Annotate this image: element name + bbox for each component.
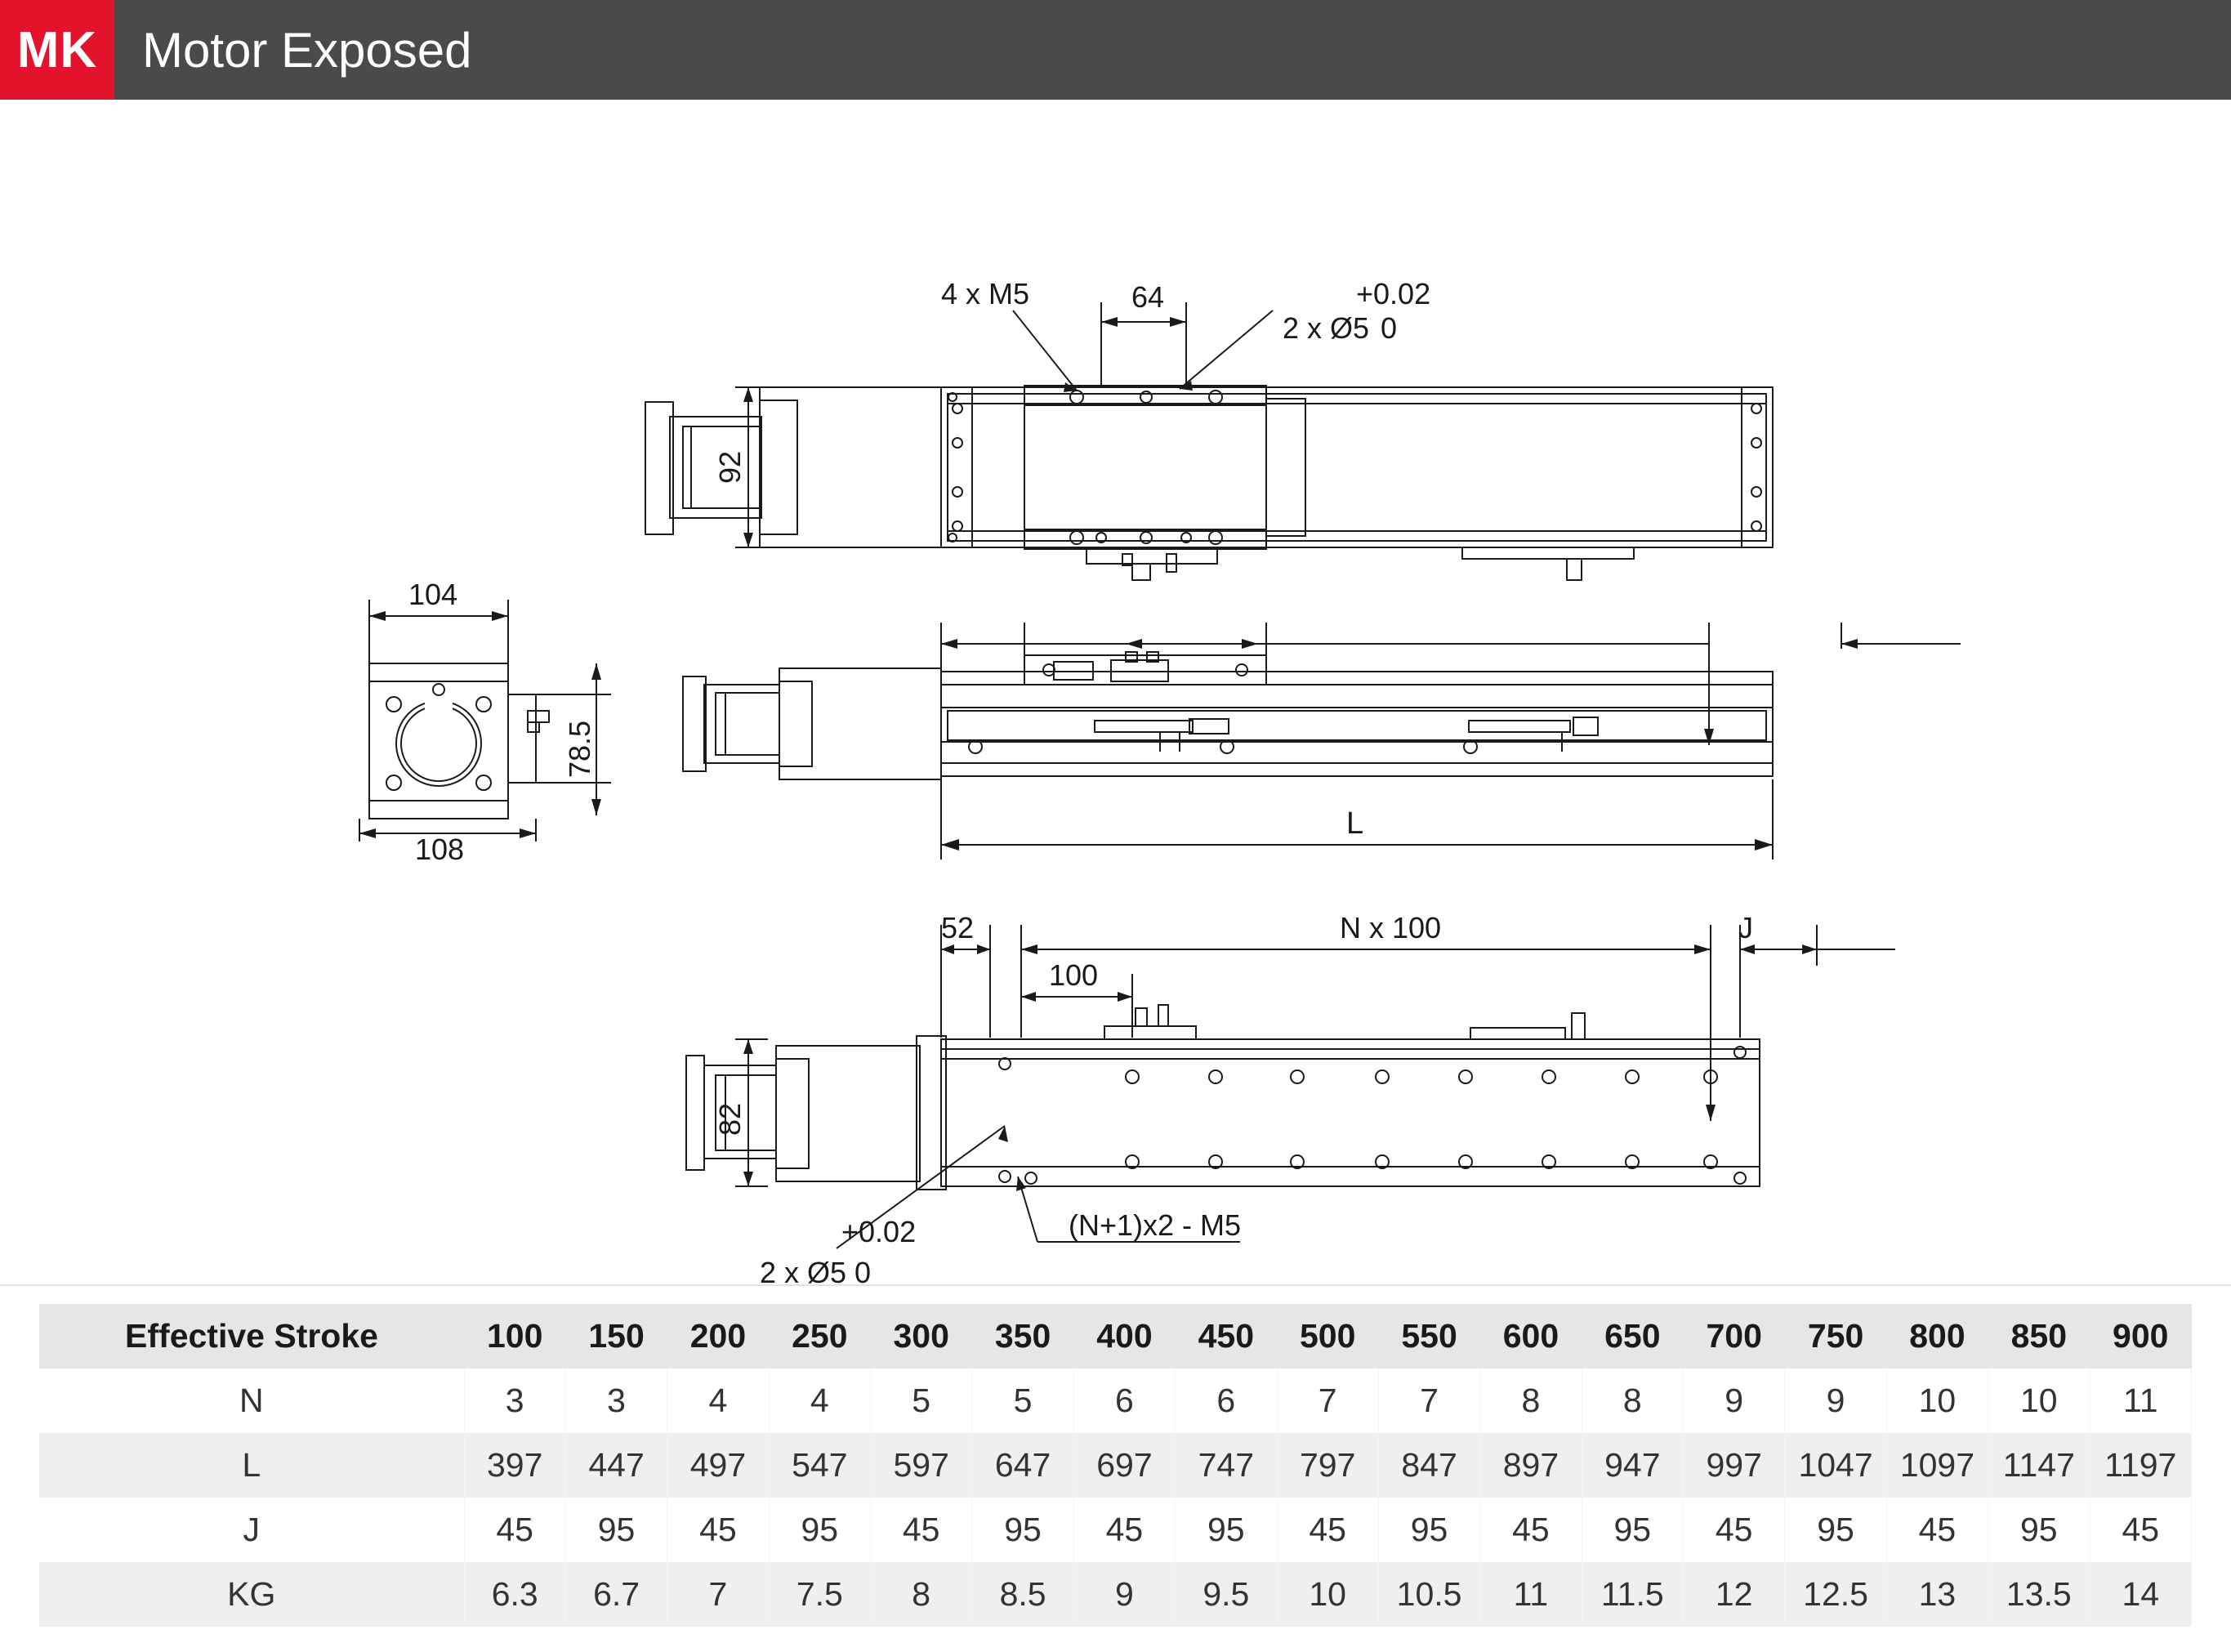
- cell-kg-8: 10: [1277, 1562, 1378, 1627]
- row-label-l: L: [39, 1433, 464, 1498]
- header-stroke-400: 400: [1073, 1304, 1175, 1368]
- bottom-view: [686, 911, 1895, 1284]
- cell-kg-10: 11: [1480, 1562, 1582, 1627]
- label-2xd5-bottom: 2 x Ø5: [760, 1256, 847, 1284]
- header-stroke-150: 150: [565, 1304, 667, 1368]
- cell-l-8: 797: [1277, 1433, 1378, 1498]
- cell-kg-15: 13.5: [1988, 1562, 2090, 1627]
- cell-j-12: 45: [1684, 1498, 1785, 1562]
- row-label-j: J: [39, 1498, 464, 1562]
- label-2xd5-top: 2 x Ø5: [1283, 311, 1370, 345]
- dim-104-label: 104: [408, 578, 458, 611]
- cell-n-4: 5: [871, 1368, 972, 1433]
- cell-j-14: 45: [1886, 1498, 1988, 1562]
- table-header-row: [39, 1304, 2192, 1368]
- cell-j-2: 45: [667, 1498, 769, 1562]
- cell-n-8: 7: [1277, 1368, 1378, 1433]
- header-stroke-650: 650: [1582, 1304, 1683, 1368]
- cell-j-7: 95: [1176, 1498, 1277, 1562]
- technical-drawing: [0, 100, 2231, 1286]
- header-stroke-900: 900: [2090, 1304, 2192, 1368]
- cell-n-11: 8: [1582, 1368, 1683, 1433]
- cell-j-15: 95: [1988, 1498, 2090, 1562]
- header-stroke-350: 350: [972, 1304, 1073, 1368]
- header-stroke-800: 800: [1886, 1304, 1988, 1368]
- cell-l-12: 997: [1684, 1433, 1785, 1498]
- header-stroke-500: 500: [1277, 1304, 1378, 1368]
- cell-l-1: 447: [565, 1433, 667, 1498]
- cell-l-11: 947: [1582, 1433, 1683, 1498]
- cell-j-11: 95: [1582, 1498, 1683, 1562]
- cell-n-16: 11: [2090, 1368, 2192, 1433]
- dim-64-label: 64: [1131, 280, 1165, 314]
- header-stroke-600: 600: [1480, 1304, 1582, 1368]
- cell-l-0: 397: [464, 1433, 565, 1498]
- cell-kg-6: 9: [1073, 1562, 1175, 1627]
- cell-j-0: 45: [464, 1498, 565, 1562]
- cell-kg-16: 14: [2090, 1562, 2192, 1627]
- cell-j-1: 95: [565, 1498, 667, 1562]
- spec-table: [39, 1304, 2192, 1627]
- label-n1x2-m5: (N+1)x2 - M5: [1069, 1208, 1242, 1242]
- cell-j-8: 45: [1277, 1498, 1378, 1562]
- dim-100-label: 100: [1049, 958, 1099, 992]
- cell-j-5: 95: [972, 1498, 1073, 1562]
- cell-l-15: 1147: [1988, 1433, 2090, 1498]
- cell-l-6: 697: [1073, 1433, 1175, 1498]
- cell-l-9: 847: [1378, 1433, 1479, 1498]
- cell-l-7: 747: [1176, 1433, 1277, 1498]
- cell-kg-2: 7: [667, 1562, 769, 1627]
- header-stroke-100: 100: [464, 1304, 565, 1368]
- cell-kg-1: 6.7: [565, 1562, 667, 1627]
- table-row: [39, 1433, 2192, 1498]
- cell-kg-7: 9.5: [1176, 1562, 1277, 1627]
- cell-kg-13: 12.5: [1785, 1562, 1886, 1627]
- cell-l-2: 497: [667, 1433, 769, 1498]
- cell-kg-5: 8.5: [972, 1562, 1073, 1627]
- cell-l-16: 1197: [2090, 1433, 2192, 1498]
- header-stroke-700: 700: [1684, 1304, 1785, 1368]
- cell-kg-14: 13: [1886, 1562, 1988, 1627]
- brand-badge: MK: [0, 0, 114, 100]
- page-title: Motor Exposed: [142, 22, 472, 78]
- header-stroke-450: 450: [1176, 1304, 1277, 1368]
- cell-l-4: 597: [871, 1433, 972, 1498]
- cell-n-2: 4: [667, 1368, 769, 1433]
- tolerance-lower-bottom: 0: [854, 1256, 872, 1284]
- cell-n-5: 5: [972, 1368, 1073, 1433]
- tolerance-lower-top: 0: [1381, 311, 1398, 345]
- cell-n-13: 9: [1785, 1368, 1886, 1433]
- label-4xm5: 4 x M5: [941, 277, 1030, 310]
- cell-n-0: 3: [464, 1368, 565, 1433]
- end-view: [359, 578, 611, 866]
- header-stroke-850: 850: [1988, 1304, 2090, 1368]
- tolerance-upper-bottom: +0.02: [841, 1215, 917, 1248]
- dim-52-label: 52: [941, 911, 975, 944]
- cell-kg-0: 6.3: [464, 1562, 565, 1627]
- header-stroke-200: 200: [667, 1304, 769, 1368]
- cell-n-15: 10: [1988, 1368, 2090, 1433]
- row-label-kg: KG: [39, 1562, 464, 1627]
- cell-n-9: 7: [1378, 1368, 1479, 1433]
- header-stroke-250: 250: [769, 1304, 870, 1368]
- spec-table-container: [0, 1286, 2231, 1627]
- cell-kg-9: 10.5: [1378, 1562, 1479, 1627]
- side-view: [683, 623, 1961, 859]
- cell-kg-12: 12: [1684, 1562, 1785, 1627]
- cell-kg-4: 8: [871, 1562, 972, 1627]
- header-stroke-550: 550: [1378, 1304, 1479, 1368]
- table-row: [39, 1562, 2192, 1627]
- dim-108-label: 108: [415, 833, 465, 866]
- cell-n-14: 10: [1886, 1368, 1988, 1433]
- dim-82-label: 82: [713, 1102, 747, 1136]
- cell-j-10: 45: [1480, 1498, 1582, 1562]
- drawing-svg: [0, 100, 2231, 1284]
- top-view: [645, 277, 1773, 580]
- cell-j-6: 45: [1073, 1498, 1175, 1562]
- cell-l-13: 1047: [1785, 1433, 1886, 1498]
- cell-l-5: 647: [972, 1433, 1073, 1498]
- cell-n-12: 9: [1684, 1368, 1785, 1433]
- dim-L-label: L: [1346, 806, 1364, 841]
- cell-n-3: 4: [769, 1368, 870, 1433]
- cell-n-1: 3: [565, 1368, 667, 1433]
- dim-92-label: 92: [713, 450, 747, 484]
- header-effective-stroke: Effective Stroke: [39, 1304, 464, 1368]
- page-header: [0, 0, 2231, 100]
- row-label-n: N: [39, 1368, 464, 1433]
- cell-j-3: 95: [769, 1498, 870, 1562]
- table-row: [39, 1498, 2192, 1562]
- cell-n-7: 6: [1176, 1368, 1277, 1433]
- dim-nx100-label: N x 100: [1340, 911, 1442, 944]
- dim-78-5-label: 78.5: [563, 720, 596, 778]
- header-stroke-300: 300: [871, 1304, 972, 1368]
- tolerance-upper-top: +0.02: [1356, 277, 1431, 310]
- cell-n-6: 6: [1073, 1368, 1175, 1433]
- cell-l-3: 547: [769, 1433, 870, 1498]
- cell-l-10: 897: [1480, 1433, 1582, 1498]
- cell-kg-11: 11.5: [1582, 1562, 1683, 1627]
- cell-j-4: 45: [871, 1498, 972, 1562]
- cell-kg-3: 7.5: [769, 1562, 870, 1627]
- header-stroke-750: 750: [1785, 1304, 1886, 1368]
- cell-j-13: 95: [1785, 1498, 1886, 1562]
- cell-j-9: 95: [1378, 1498, 1479, 1562]
- table-row: [39, 1368, 2192, 1433]
- cell-j-16: 45: [2090, 1498, 2192, 1562]
- cell-n-10: 8: [1480, 1368, 1582, 1433]
- cell-l-14: 1097: [1886, 1433, 1988, 1498]
- dim-J-label: J: [1738, 911, 1753, 944]
